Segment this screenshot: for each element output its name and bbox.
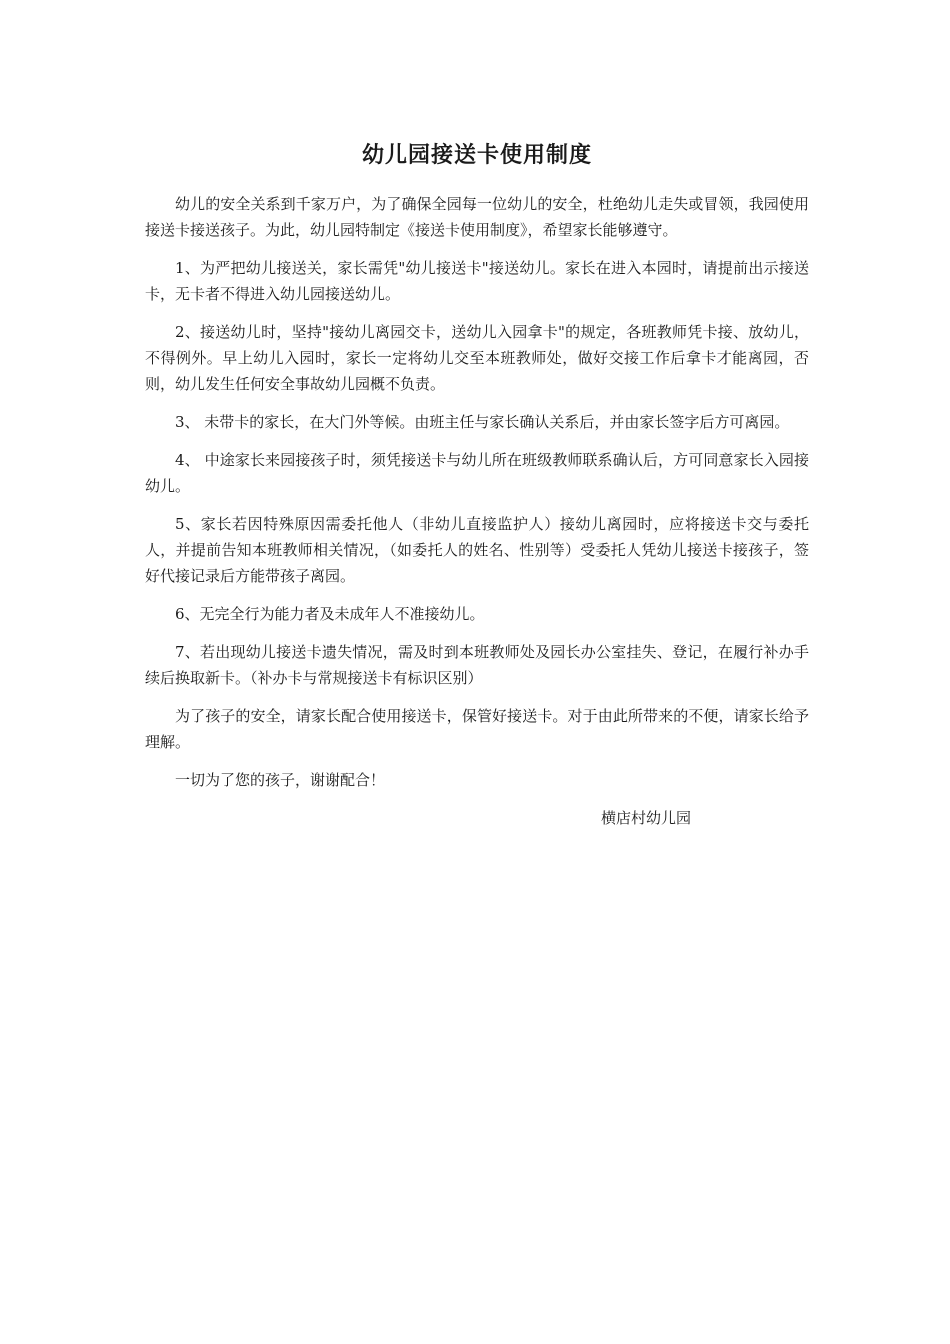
intro-paragraph: 幼儿的安全关系到千家万户，为了确保全园每一位幼儿的安全，杜绝幼儿走失或冒领，我园使用接送卡接送孩子。为此，幼儿园特制定《接送卡使用制度》，希望家长能够遵守。: [145, 194, 809, 239]
rule-3-paragraph: 3、 未带卡的家长，在大门外等候。由班主任与家长确认关系后，并由家长签字后方可离园。: [175, 412, 790, 431]
rule-1-paragraph: 1、为严把幼儿接送关，家长需凭"幼儿接送卡"接送幼儿。家长在进入本园时，请提前出示接送卡，无卡者不得进入幼儿园接送幼儿。: [145, 258, 809, 303]
rule-7-paragraph: 7、若出现幼儿接送卡遗失情况，需及时到本班教师处及园长办公室挂失、登记，在履行补办手续后换取新卡。（补办卡与常规接送卡有标识区别）: [145, 642, 809, 687]
rule-2-paragraph: 2、接送幼儿时，坚持"接幼儿离园交卡，送幼儿入园拿卡"的规定，各班教师凭卡接、放幼儿，不得例外。早上幼儿入园时，家长一定将幼儿交至本班教师处，做好交接工作后拿卡才能离园，否则，幼儿发生任何安全事故幼儿园概不负责。: [145, 322, 809, 393]
rule-4-paragraph: 4、 中途家长来园接孩子时，须凭接送卡与幼儿所在班级教师联系确认后，方可同意家长入园接幼儿。: [145, 450, 809, 495]
document-title: 幼儿园接送卡使用制度: [361, 142, 592, 168]
closing-paragraph: 为了孩子的安全，请家长配合使用接送卡，保管好接送卡。对于由此所带来的不便，请家长给予理解。: [145, 706, 809, 751]
signature: 横店村幼儿园: [601, 808, 692, 827]
document-page: [145, 140, 809, 831]
thanks-paragraph: 一切为了您的孩子，谢谢配合！: [175, 770, 386, 789]
rule-5-paragraph: 5、家长若因特殊原因需委托他人（非幼儿直接监护人）接幼儿离园时，应将接送卡交与委托人，并提前告知本班教师相关情况，（如委托人的姓名、性别等）受委托人凭幼儿接送卡接孩子，签好代接记录后方能带孩子离园。: [145, 514, 809, 585]
rule-6-paragraph: 6、无完全行为能力者及未成年人不准接幼儿。: [175, 604, 485, 623]
